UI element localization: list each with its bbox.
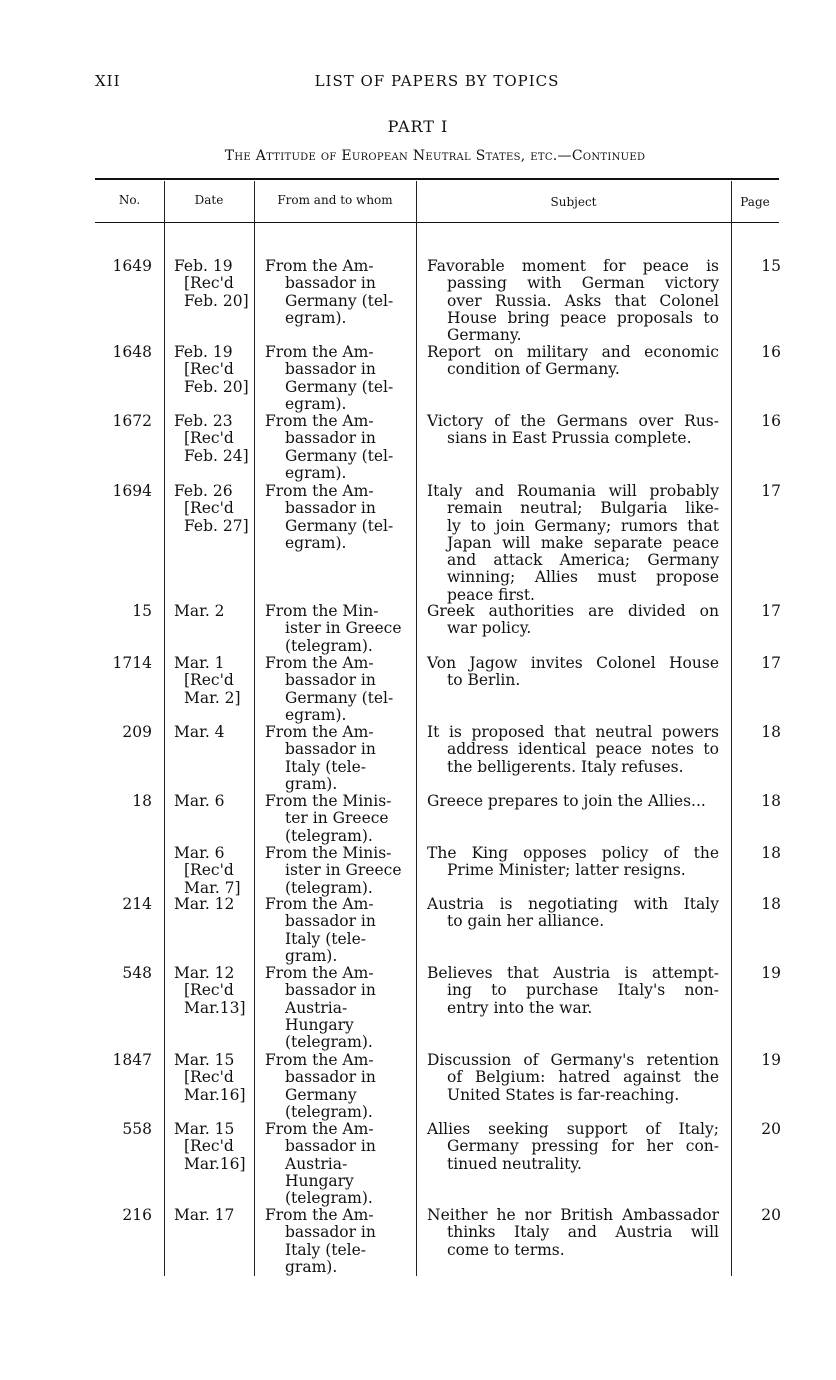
from-line: bassador in bbox=[285, 981, 376, 1000]
paper-number: 209 bbox=[122, 723, 152, 741]
paper-number: 214 bbox=[122, 895, 152, 913]
date-line: Mar. 15 bbox=[174, 1051, 235, 1069]
paper-number: 1648 bbox=[112, 343, 152, 361]
running-head bbox=[95, 72, 779, 96]
from-line: From the Am- bbox=[265, 482, 374, 500]
from-line: bassador in bbox=[285, 1137, 376, 1156]
subject-line: tinued neutrality. bbox=[447, 1154, 582, 1173]
subject-line: Favorable moment for peace is bbox=[427, 257, 719, 275]
column-header-from: From and to whom bbox=[277, 193, 393, 207]
paper-subject bbox=[427, 655, 719, 690]
page-number: 15 bbox=[761, 257, 781, 275]
subject-line: Believes that Austria is attempt- bbox=[427, 964, 719, 982]
subject-line: House bring peace proposals to bbox=[447, 308, 719, 327]
paper-subject bbox=[427, 258, 719, 344]
paper-number: 15 bbox=[132, 602, 152, 620]
subject-line: Germany pressing for her con- bbox=[447, 1137, 719, 1156]
from-line: Italy (tele- bbox=[285, 929, 367, 948]
page-number: 19 bbox=[761, 964, 781, 982]
date-line: [Rec'd bbox=[184, 360, 234, 379]
paper-subject bbox=[427, 724, 719, 776]
from-line: Hungary bbox=[285, 1171, 354, 1190]
subject-line: winning; Allies must propose bbox=[447, 568, 719, 587]
from-line: ister in Greece bbox=[285, 861, 402, 880]
date-line: Feb. 19 bbox=[174, 343, 233, 361]
from-line: bassador in bbox=[285, 429, 376, 448]
from-line: bassador in bbox=[285, 499, 376, 518]
from-line: From the Min- bbox=[265, 602, 379, 620]
date-line: [Rec'd bbox=[184, 499, 234, 518]
date-line: Mar.13] bbox=[184, 998, 246, 1017]
date-line: Mar. 1 bbox=[174, 654, 225, 672]
from-line: (telegram). bbox=[285, 1189, 373, 1208]
from-line: Germany (tel- bbox=[285, 377, 394, 396]
date-line: Mar. 12 bbox=[174, 964, 235, 982]
date-line: Mar. 6 bbox=[174, 844, 225, 862]
paper-from-to bbox=[265, 1052, 415, 1121]
paper-subject bbox=[427, 483, 719, 604]
from-line: bassador in bbox=[285, 274, 376, 293]
date-line: Feb. 24] bbox=[184, 446, 249, 465]
paper-number: 216 bbox=[122, 1206, 152, 1224]
from-line: Austria- bbox=[285, 998, 348, 1017]
column-header-subject: Subject bbox=[550, 195, 597, 209]
from-line: egram). bbox=[285, 394, 347, 413]
date-line: Mar. 6 bbox=[174, 792, 225, 810]
date-line: Mar. 12 bbox=[174, 895, 235, 913]
paper-number: 18 bbox=[132, 792, 152, 810]
subject-line: United States is far-reaching. bbox=[447, 1085, 680, 1104]
from-line: bassador in bbox=[285, 1068, 376, 1087]
from-line: (telegram). bbox=[285, 1102, 373, 1121]
subject-line: remain neutral; Bulgaria like- bbox=[447, 499, 719, 518]
from-line: ister in Greece bbox=[285, 619, 402, 638]
subject-line: Allies seeking support of Italy; bbox=[427, 1120, 719, 1138]
paper-from-to bbox=[265, 965, 415, 1051]
paper-from-to bbox=[265, 603, 415, 655]
paper-subject bbox=[427, 1121, 719, 1173]
from-line: egram). bbox=[285, 705, 347, 724]
subject-line: address identical peace notes to bbox=[447, 740, 719, 759]
subject-line: condition of Germany. bbox=[447, 360, 620, 379]
page-number: 17 bbox=[761, 654, 781, 672]
from-line: From the Am- bbox=[265, 1206, 374, 1224]
page-number: 16 bbox=[761, 412, 781, 430]
from-line: Austria- bbox=[285, 1154, 348, 1173]
subject-line: Greek authorities are divided on bbox=[427, 602, 719, 620]
paper-from-to bbox=[265, 655, 415, 724]
date-line: Mar. 2 bbox=[174, 602, 225, 620]
subject-line: thinks Italy and Austria will bbox=[447, 1223, 719, 1242]
from-line: From the Am- bbox=[265, 1120, 374, 1138]
from-line: gram). bbox=[285, 1257, 338, 1276]
subject-line: It is proposed that neutral powers bbox=[427, 723, 719, 741]
from-line: Italy (tele- bbox=[285, 1240, 367, 1259]
section-title: The Attitude of European Neutral States, etc.—Continued bbox=[224, 148, 646, 164]
page-number: 16 bbox=[761, 343, 781, 361]
paper-subject bbox=[427, 845, 719, 880]
paper-number: 1714 bbox=[112, 654, 152, 672]
subject-line: Neither he nor British Ambassador bbox=[427, 1206, 719, 1224]
date-line: [Rec'd bbox=[184, 981, 234, 1000]
paper-number: 1649 bbox=[112, 257, 152, 275]
date-line: Mar. 2] bbox=[184, 688, 241, 707]
from-line: Hungary bbox=[285, 1015, 354, 1034]
date-line: Mar. 7] bbox=[184, 878, 241, 897]
paper-from-to bbox=[265, 258, 415, 327]
from-line: egram). bbox=[285, 533, 347, 552]
date-line: [Rec'd bbox=[184, 274, 234, 293]
page-number: 20 bbox=[761, 1120, 781, 1138]
paper-from-to bbox=[265, 1207, 415, 1276]
from-line: From the Minis- bbox=[265, 844, 392, 862]
from-line: Germany (tel- bbox=[285, 291, 394, 310]
paper-subject bbox=[427, 603, 719, 638]
subject-line: Italy and Roumania will probably bbox=[427, 482, 719, 500]
subject-line: ly to join Germany; rumors that bbox=[447, 516, 719, 535]
subject-line: peace first. bbox=[447, 585, 535, 604]
column-header-page: Page bbox=[740, 195, 770, 209]
from-line: From the Minis- bbox=[265, 792, 392, 810]
from-line: From the Am- bbox=[265, 654, 374, 672]
page-number: 18 bbox=[761, 792, 781, 810]
date-line: Feb. 20] bbox=[184, 377, 249, 396]
subject-line: to Berlin. bbox=[447, 671, 521, 690]
paper-from-to bbox=[265, 724, 415, 793]
page-number: 20 bbox=[761, 1206, 781, 1224]
paper-from-to bbox=[265, 793, 415, 845]
subject-line: come to terms. bbox=[447, 1240, 565, 1259]
page-number: 17 bbox=[761, 602, 781, 620]
subject-line: of Belgium: hatred against the bbox=[447, 1068, 719, 1087]
from-line: gram). bbox=[285, 946, 338, 965]
date-line: Mar. 17 bbox=[174, 1206, 235, 1224]
paper-from-to bbox=[265, 483, 415, 552]
column-header-no: No. bbox=[118, 193, 141, 207]
column-divider bbox=[164, 181, 165, 1276]
from-line: bassador in bbox=[285, 671, 376, 690]
subject-line: Greece prepares to join the Allies... bbox=[427, 792, 706, 810]
paper-number: 1694 bbox=[112, 482, 152, 500]
date-line: [Rec'd bbox=[184, 429, 234, 448]
paper-subject bbox=[427, 413, 719, 448]
date-line: Feb. 23 bbox=[174, 412, 233, 430]
column-divider bbox=[416, 181, 417, 1276]
part-title: PART I bbox=[387, 117, 449, 136]
subject-line: Prime Minister; latter resigns. bbox=[447, 861, 686, 880]
paper-number: 1672 bbox=[112, 412, 152, 430]
from-line: ter in Greece bbox=[285, 809, 389, 828]
table-top-rule bbox=[95, 178, 779, 180]
from-line: (telegram). bbox=[285, 636, 373, 655]
paper-subject bbox=[427, 793, 719, 810]
from-line: Italy (tele- bbox=[285, 757, 367, 776]
date-line: Feb. 19 bbox=[174, 257, 233, 275]
subject-line: entry into the war. bbox=[447, 998, 593, 1017]
subject-line: Victory of the Germans over Rus- bbox=[427, 412, 719, 430]
page-number: 18 bbox=[761, 895, 781, 913]
column-divider bbox=[731, 181, 732, 1276]
table-header-rule bbox=[95, 222, 779, 223]
paper-subject bbox=[427, 965, 719, 1017]
from-line: From the Am- bbox=[265, 964, 374, 982]
paper-subject bbox=[427, 1052, 719, 1104]
from-line: egram). bbox=[285, 463, 347, 482]
subject-line: Austria is negotiating with Italy bbox=[427, 895, 719, 913]
subject-line: and attack America; Germany bbox=[447, 551, 719, 570]
date-line: Mar. 15 bbox=[174, 1120, 235, 1138]
subject-line: Japan will make separate peace bbox=[447, 533, 719, 552]
subject-line: Discussion of Germany's retention bbox=[427, 1051, 719, 1069]
from-line: From the Am- bbox=[265, 723, 374, 741]
page-number: 17 bbox=[761, 482, 781, 500]
subject-line: Von Jagow invites Colonel House bbox=[427, 654, 719, 672]
paper-from-to bbox=[265, 413, 415, 482]
running-title: LIST OF PAPERS BY TOPICS bbox=[314, 72, 560, 90]
subject-line: Report on military and economic bbox=[427, 343, 719, 361]
from-line: bassador in bbox=[285, 740, 376, 759]
subject-line: passing with German victory bbox=[447, 274, 719, 293]
subject-line: ing to purchase Italy's non- bbox=[447, 981, 719, 1000]
from-line: From the Am- bbox=[265, 1051, 374, 1069]
date-line: Mar.16] bbox=[184, 1154, 246, 1173]
paper-from-to bbox=[265, 1121, 415, 1207]
from-line: (telegram). bbox=[285, 878, 373, 897]
from-line: From the Am- bbox=[265, 412, 374, 430]
from-line: gram). bbox=[285, 774, 338, 793]
paper-number: 558 bbox=[122, 1120, 152, 1138]
subject-line: The King opposes policy of the bbox=[427, 844, 719, 862]
paper-subject bbox=[427, 896, 719, 931]
date-line: Feb. 26 bbox=[174, 482, 233, 500]
from-line: bassador in bbox=[285, 1223, 376, 1242]
date-line: [Rec'd bbox=[184, 1137, 234, 1156]
from-line: bassador in bbox=[285, 360, 376, 379]
paper-number: 1847 bbox=[112, 1051, 152, 1069]
date-line: [Rec'd bbox=[184, 671, 234, 690]
date-line: Mar. 4 bbox=[174, 723, 225, 741]
date-line: Mar.16] bbox=[184, 1085, 246, 1104]
from-line: From the Am- bbox=[265, 343, 374, 361]
from-line: From the Am- bbox=[265, 257, 374, 275]
page-number: 19 bbox=[761, 1051, 781, 1069]
date-line: [Rec'd bbox=[184, 861, 234, 880]
date-line: Feb. 20] bbox=[184, 291, 249, 310]
page-folio: XII bbox=[95, 72, 121, 90]
from-line: (telegram). bbox=[285, 1033, 373, 1052]
from-line: egram). bbox=[285, 308, 347, 327]
subject-line: to gain her alliance. bbox=[447, 912, 605, 931]
subject-line: sians in East Prussia complete. bbox=[447, 429, 692, 448]
subject-line: over Russia. Asks that Colonel bbox=[447, 291, 719, 310]
column-header-date: Date bbox=[194, 193, 224, 207]
subject-line: Germany. bbox=[447, 326, 522, 345]
from-line: From the Am- bbox=[265, 895, 374, 913]
from-line: bassador in bbox=[285, 912, 376, 931]
date-line: Feb. 27] bbox=[184, 516, 249, 535]
paper-subject bbox=[427, 1207, 719, 1259]
paper-from-to bbox=[265, 845, 415, 897]
from-line: (telegram). bbox=[285, 826, 373, 845]
paper-subject bbox=[427, 344, 719, 379]
page-number: 18 bbox=[761, 723, 781, 741]
paper-number: 548 bbox=[122, 964, 152, 982]
from-line: Germany (tel- bbox=[285, 516, 394, 535]
subject-line: the belligerents. Italy refuses. bbox=[447, 757, 684, 776]
date-line: [Rec'd bbox=[184, 1068, 234, 1087]
subject-line: war policy. bbox=[447, 619, 532, 638]
from-line: Germany (tel- bbox=[285, 446, 394, 465]
page-number: 18 bbox=[761, 844, 781, 862]
from-line: Germany (tel- bbox=[285, 688, 394, 707]
paper-from-to bbox=[265, 896, 415, 965]
from-line: Germany bbox=[285, 1085, 357, 1104]
paper-from-to bbox=[265, 344, 415, 413]
